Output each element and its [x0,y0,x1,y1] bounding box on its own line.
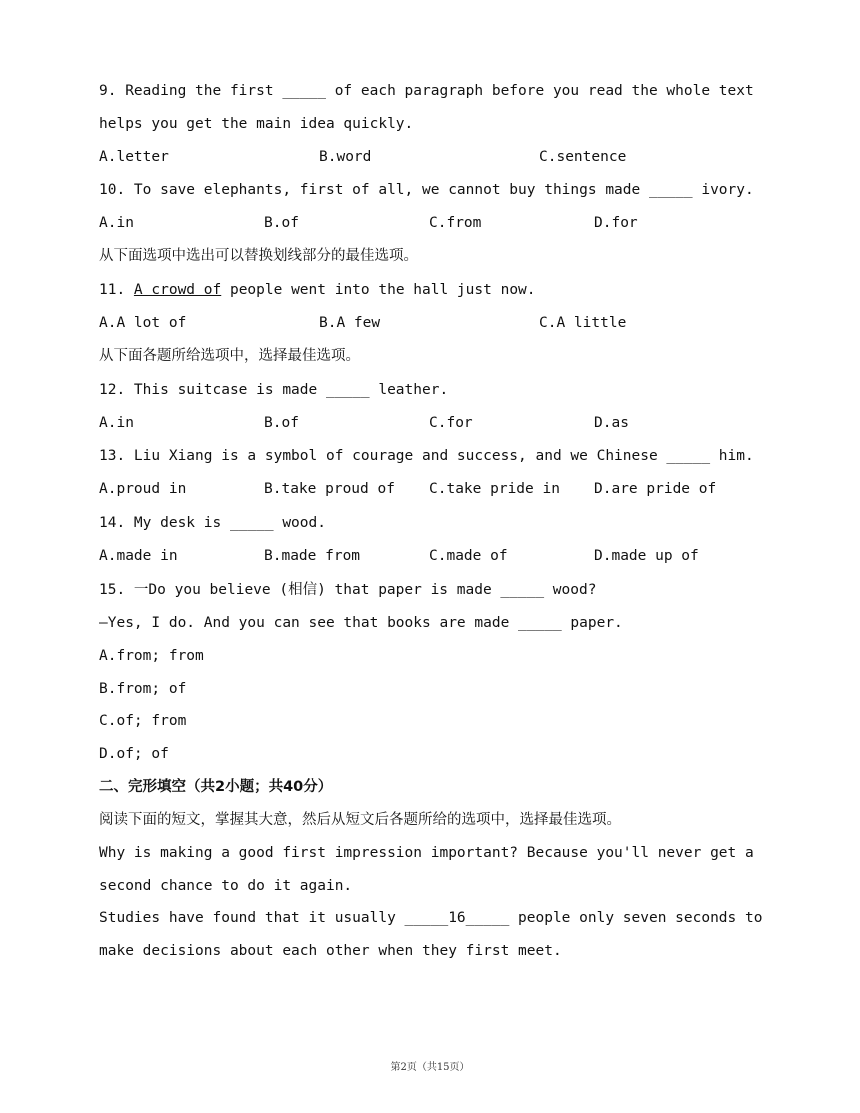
q11-text [99,280,536,300]
q14-option-a: A.made in [99,548,178,564]
q11-prefix: 11. [99,282,134,298]
q15-option-b: B.from; of [99,681,187,697]
instruction-choose-best: 从下面各题所给选项中，选择最佳选项。 [99,348,360,364]
q15-option-a: A.from; from [99,648,204,664]
q12-text: 12. This suitcase is made _____ leather. [99,382,449,398]
q10-option-d: D.for [594,215,638,231]
q14-option-c: C.made of [429,548,508,564]
q9-option-b: B.word [319,149,372,165]
q11-option-a: A.A lot of [99,315,187,331]
q9-line1: 9. Reading the first _____ of each paragraph before you read the whole text [99,83,754,99]
q11-option-b: B.A few [319,315,381,331]
q15-option-d: D.of; of [99,746,169,762]
q10-option-a: A.in [99,215,134,231]
q11-underlined-phrase: A crowd of [133,282,222,298]
q12-option-d: D.as [594,415,629,431]
q14-option-b: B.made from [264,548,361,564]
section2-heading: 二、完形填空（共2小题；共40分） [99,779,333,795]
q9-line2: helps you get the main idea quickly. [99,116,414,132]
q9-option-a: A.letter [99,149,169,165]
q12-option-c: C.for [429,415,473,431]
q14-text: 14. My desk is _____ wood. [99,515,326,531]
passage-para2-line1: Studies have found that it usually _____16_____ people only seven seconds to [99,910,763,926]
q9-option-c: C.sentence [539,149,627,165]
q13-option-b: B.take proud of [264,481,395,497]
q12-option-b: B.of [264,415,299,431]
q13-option-d: D.are pride of [594,481,717,497]
q10-text: 10. To save elephants, first of all, we cannot buy things made _____ ivory. [99,182,754,198]
q11-option-c: C.A little [539,315,627,331]
passage-para2-line2: make decisions about each other when they first meet. [99,943,562,959]
q12-option-a: A.in [99,415,134,431]
passage-para1-line1: Why is making a good first impression important? Because you'll never get a [99,845,754,861]
page-footer: 第2页（共15页） [390,1062,470,1073]
section2-instruction: 阅读下面的短文，掌握其大意，然后从短文后各题所给的选项中，选择最佳选项。 [99,812,621,828]
q10-option-c: C.from [429,215,482,231]
q13-option-a: A.proud in [99,481,187,497]
q13-option-c: C.take pride in [429,481,560,497]
q14-option-d: D.made up of [594,548,699,564]
q10-option-b: B.of [264,215,299,231]
q15-line1: 15. 一Do you believe (相信) that paper is made _____ wood? [99,582,597,598]
q15-line2: —Yes, I do. And you can see that books are made _____ paper. [99,615,623,631]
instruction-replace-underlined: 从下面选项中选出可以替换划线部分的最佳选项。 [99,248,418,264]
passage-para1-line2: second chance to do it again. [99,878,353,894]
q13-text: 13. Liu Xiang is a symbol of courage and success, and we Chinese _____ him. [99,448,754,464]
q11-suffix: people went into the hall just now. [221,282,536,298]
q15-option-c: C.of; from [99,713,187,729]
